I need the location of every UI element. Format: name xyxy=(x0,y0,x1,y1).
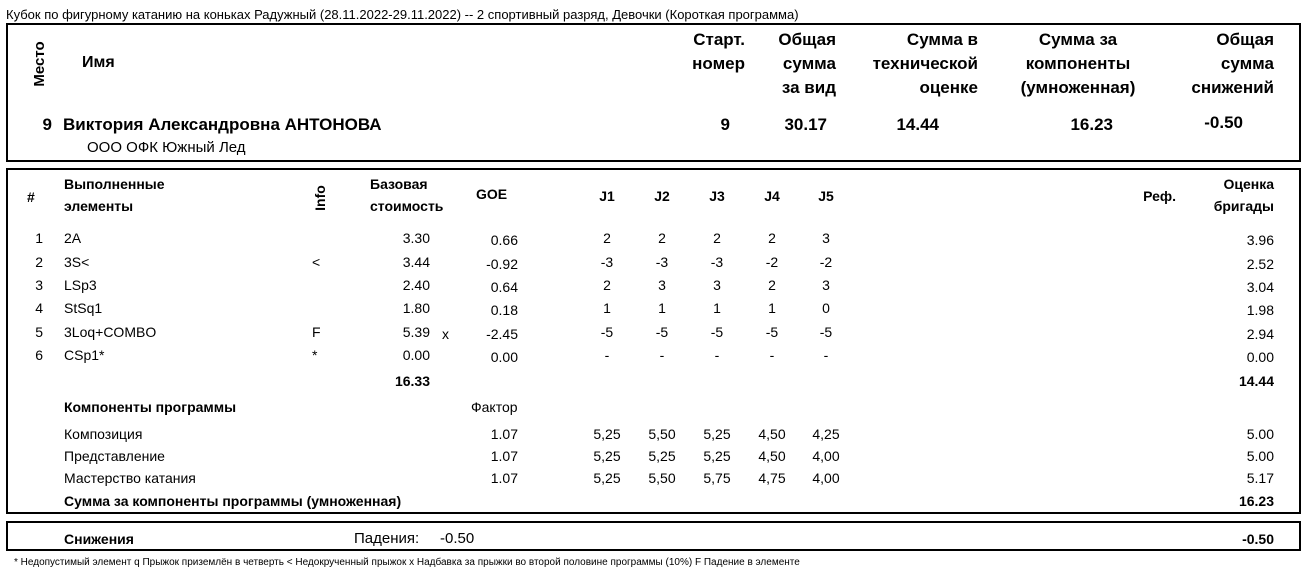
element-judge-score: 1 xyxy=(603,300,611,316)
components-sum-value: 16.23 xyxy=(1238,493,1274,509)
element-judge-score: 2 xyxy=(768,230,776,246)
component-score: 5.17 xyxy=(1246,470,1274,486)
element-panel-score: 3.04 xyxy=(1246,279,1274,295)
element-num: 1 xyxy=(35,230,43,246)
component-judge-score: 4,50 xyxy=(758,426,786,442)
element-panel-score: 2.52 xyxy=(1246,256,1274,272)
skater-place: 9 xyxy=(42,115,52,134)
element-num: 6 xyxy=(35,347,43,363)
element-judge-score: -2 xyxy=(765,254,779,270)
skater-name: Виктория Александровна АНТОНОВА xyxy=(63,115,382,134)
component-judge-score: 5,25 xyxy=(648,448,676,464)
comp-header-1: Сумма за xyxy=(1038,30,1118,49)
element-panel-score: 2.94 xyxy=(1246,326,1274,342)
element-judge-score: - xyxy=(823,347,829,363)
element-judge-score: 2 xyxy=(768,277,776,293)
element-goe: 0.64 xyxy=(490,279,518,295)
element-goe: 0.00 xyxy=(490,349,518,365)
skater-total-score: 30.17 xyxy=(784,115,827,134)
start-header-2: номер xyxy=(692,54,745,73)
element-info: < xyxy=(312,254,321,270)
legend: * Недопустимый элемент q Прыжок приземлён в четверть < Недокрученный прыжок x Надбавка за прыжки во второй половине программы (10%) F Падение в элементе xyxy=(14,557,800,568)
element-num: 4 xyxy=(35,300,43,316)
element-base-value: 5.39 xyxy=(402,324,430,340)
col-executed-header-1: Выполненные xyxy=(64,176,165,192)
element-judge-score: -5 xyxy=(765,324,779,340)
element-judge-score: 3 xyxy=(822,230,830,246)
col-j5-header: J5 xyxy=(818,188,834,204)
event-title: Кубок по фигурному катанию на коньках Радужный (28.11.2022-29.11.2022) -- 2 спортивный разряд, Девочки (Короткая программа) xyxy=(6,7,799,22)
element-judge-score: -5 xyxy=(600,324,614,340)
element-name: StSq1 xyxy=(64,300,103,316)
falls-label: Падения: xyxy=(354,530,420,547)
comp-header-2: компоненты xyxy=(1025,54,1131,73)
element-num: 3 xyxy=(35,277,43,293)
element-base-value: 2.40 xyxy=(402,277,430,293)
element-judge-score: 3 xyxy=(822,277,830,293)
component-judge-score: 4,00 xyxy=(812,470,840,486)
component-judge-score: 5,25 xyxy=(703,426,731,442)
element-judge-score: -3 xyxy=(600,254,614,270)
col-goe-header: GOE xyxy=(476,186,508,202)
element-name: 3Loq+COMBO xyxy=(64,324,157,340)
element-judge-score: 1 xyxy=(713,300,721,316)
comp-header-3: (умноженная) xyxy=(1020,78,1136,97)
component-judge-score: 5,50 xyxy=(648,470,676,486)
component-name: Представление xyxy=(64,448,165,464)
ded-header-1: Общая xyxy=(1216,30,1274,49)
base-total: 16.33 xyxy=(394,373,430,389)
col-j1-header: J1 xyxy=(599,188,615,204)
element-base-value: 0.00 xyxy=(402,347,430,363)
component-factor: 1.07 xyxy=(490,448,518,464)
element-goe: -0.92 xyxy=(486,256,518,272)
element-judge-score: - xyxy=(604,347,610,363)
element-base-value: 1.80 xyxy=(402,300,430,316)
element-panel-score: 0.00 xyxy=(1246,349,1274,365)
skater-start-number: 9 xyxy=(720,115,730,134)
element-name: LSp3 xyxy=(64,277,97,293)
start-header-1: Старт. xyxy=(693,30,745,49)
skater-comp-score: 16.23 xyxy=(1070,115,1113,134)
element-panel-score: 3.96 xyxy=(1246,232,1274,248)
element-num: 5 xyxy=(35,324,43,340)
element-panel-score: 1.98 xyxy=(1246,302,1274,318)
ded-header-2: сумма xyxy=(1220,54,1274,73)
col-panel-header-2: бригады xyxy=(1213,198,1274,214)
element-judge-score: 0 xyxy=(822,300,830,316)
factor-header: Фактор xyxy=(471,399,518,415)
element-info: * xyxy=(312,347,318,363)
name-header: Имя xyxy=(82,54,115,71)
element-judge-score: 2 xyxy=(658,230,666,246)
element-judge-score: 3 xyxy=(713,277,721,293)
element-judge-score: -3 xyxy=(710,254,724,270)
component-judge-score: 4,25 xyxy=(812,426,840,442)
component-name: Композиция xyxy=(64,426,143,442)
element-judge-score: -3 xyxy=(655,254,669,270)
component-judge-score: 4,50 xyxy=(758,448,786,464)
element-name: 2A xyxy=(64,230,82,246)
component-score: 5.00 xyxy=(1246,448,1274,464)
element-judge-score: 3 xyxy=(658,277,666,293)
element-judge-score: - xyxy=(769,347,775,363)
element-base-value: 3.30 xyxy=(402,230,430,246)
col-base-header-1: Базовая xyxy=(370,176,428,192)
components-title: Компоненты программы xyxy=(64,399,237,415)
total-header-1: Общая xyxy=(778,30,836,49)
element-goe: 0.18 xyxy=(490,302,518,318)
component-factor: 1.07 xyxy=(490,470,518,486)
component-name: Мастерство катания xyxy=(64,470,196,486)
col-executed-header-2: элементы xyxy=(64,198,134,214)
component-judge-score: 4,00 xyxy=(812,448,840,464)
element-info: F xyxy=(312,324,321,340)
ded-header-3: снижений xyxy=(1191,78,1274,97)
deductions-box xyxy=(6,521,1301,551)
deductions-total: -0.50 xyxy=(1242,531,1274,547)
skater-tech-score: 14.44 xyxy=(896,115,939,134)
element-name: CSp1* xyxy=(64,347,105,363)
element-num: 2 xyxy=(35,254,43,270)
element-judge-score: 1 xyxy=(768,300,776,316)
col-ref-header: Реф. xyxy=(1143,188,1176,204)
component-judge-score: 5,25 xyxy=(593,448,621,464)
col-j4-header: J4 xyxy=(764,188,780,204)
element-base-value: 3.44 xyxy=(402,254,430,270)
element-judge-score: -5 xyxy=(819,324,833,340)
element-goe: -2.45 xyxy=(486,326,518,342)
element-judge-score: 2 xyxy=(713,230,721,246)
col-num-header: # xyxy=(27,189,35,205)
element-judge-score: 2 xyxy=(603,277,611,293)
element-judge-score: 1 xyxy=(658,300,666,316)
place-header: Место xyxy=(31,41,48,87)
total-header-2: сумма xyxy=(782,54,836,73)
component-judge-score: 5,75 xyxy=(703,470,731,486)
element-judge-score: -5 xyxy=(710,324,724,340)
component-judge-score: 5,25 xyxy=(593,426,621,442)
element-judge-score: 2 xyxy=(603,230,611,246)
element-name: 3S< xyxy=(64,254,90,270)
component-judge-score: 4,75 xyxy=(758,470,786,486)
tech-total: 14.44 xyxy=(1238,373,1274,389)
component-judge-score: 5,50 xyxy=(648,426,676,442)
element-bonus-marker: x xyxy=(442,326,449,342)
component-factor: 1.07 xyxy=(490,426,518,442)
component-judge-score: 5,25 xyxy=(703,448,731,464)
total-header-3: за вид xyxy=(781,78,836,97)
skater-club: ООО ОФК Южный Лед xyxy=(87,139,246,156)
skater-deductions: -0.50 xyxy=(1204,113,1243,132)
element-goe: 0.66 xyxy=(490,232,518,248)
col-info-header: Info xyxy=(312,185,328,211)
component-score: 5.00 xyxy=(1246,426,1274,442)
col-j2-header: J2 xyxy=(654,188,670,204)
deductions-label: Снижения xyxy=(64,531,134,547)
element-judge-score: - xyxy=(659,347,665,363)
tech-header-1: Сумма в xyxy=(906,30,978,49)
col-base-header-2: стоимость xyxy=(370,198,444,214)
element-judge-score: - xyxy=(714,347,720,363)
col-j3-header: J3 xyxy=(709,188,725,204)
components-sum-label: Сумма за компоненты программы (умноженная) xyxy=(64,493,402,509)
tech-header-2: технической xyxy=(872,54,978,73)
col-panel-header-1: Оценка xyxy=(1223,176,1274,192)
falls-value: -0.50 xyxy=(440,530,475,547)
element-judge-score: -5 xyxy=(655,324,669,340)
component-judge-score: 5,25 xyxy=(593,470,621,486)
element-judge-score: -2 xyxy=(819,254,833,270)
tech-header-3: оценке xyxy=(919,78,978,97)
